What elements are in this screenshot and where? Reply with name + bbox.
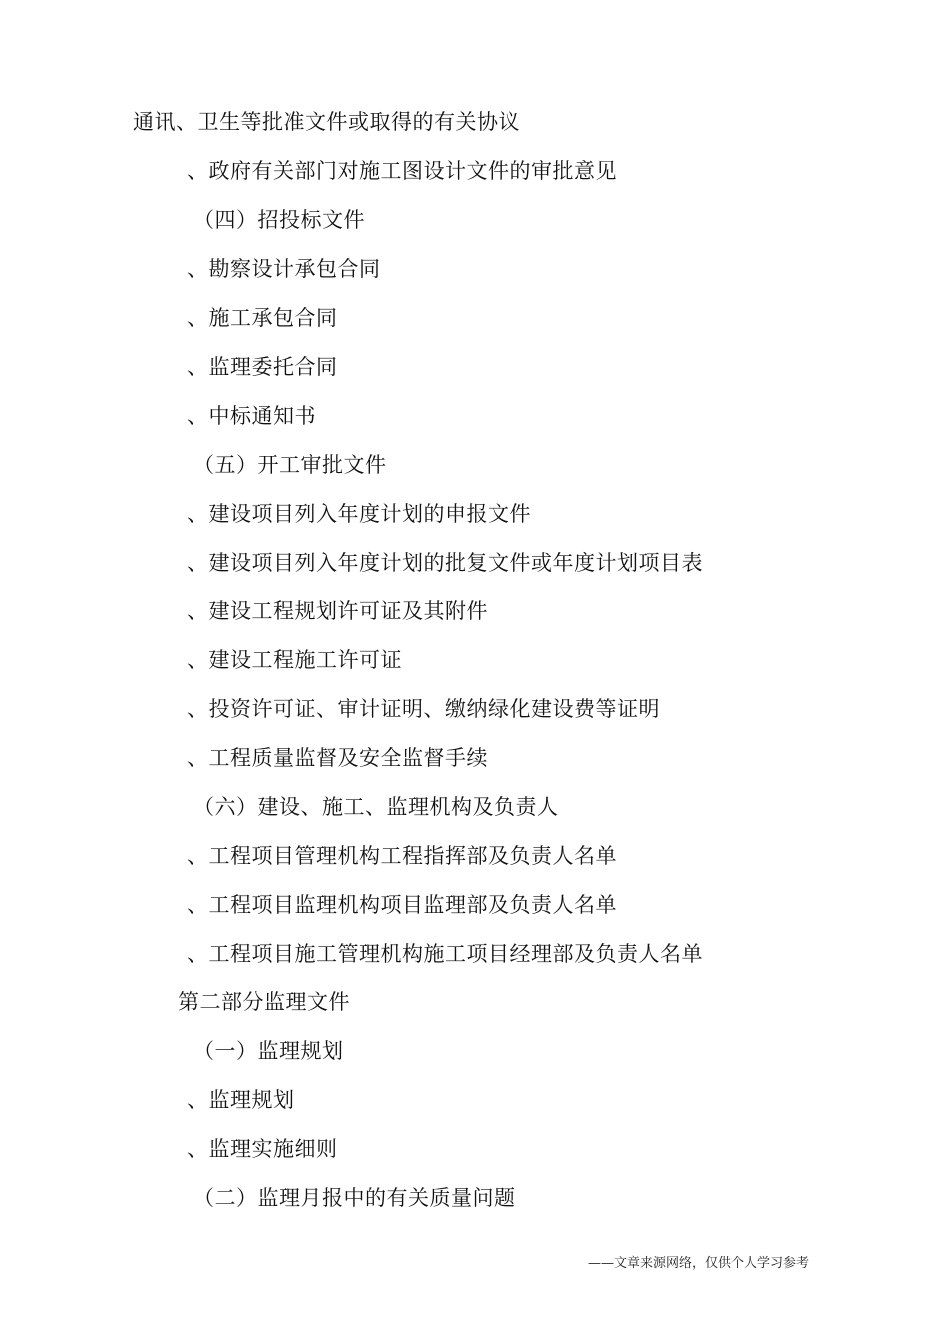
text-line: 、建设工程施工许可证 <box>187 648 402 672</box>
text-line: 、建设项目列入年度计划的批复文件或年度计划项目表 <box>187 551 703 575</box>
text-line: 、工程项目管理机构工程指挥部及负责人名单 <box>187 844 617 868</box>
text-line: 、工程质量监督及安全监督手续 <box>187 746 488 770</box>
text-line: 、监理委托合同 <box>187 355 338 379</box>
text-line: 、监理实施细则 <box>187 1137 338 1161</box>
text-line: 通讯、卫生等批准文件或取得的有关协议 <box>133 110 520 134</box>
text-line: 、建设项目列入年度计划的申报文件 <box>187 502 531 526</box>
text-line: 、建设工程规划许可证及其附件 <box>187 599 488 623</box>
section-heading: （五）开工审批文件 <box>193 453 387 477</box>
text-line: 、勘察设计承包合同 <box>187 257 381 281</box>
text-line: 、中标通知书 <box>187 404 316 428</box>
text-line: 、监理规划 <box>187 1088 295 1112</box>
section-heading: （二）监理月报中的有关质量问题 <box>193 1186 516 1210</box>
section-heading: （六）建设、施工、监理机构及负责人 <box>193 795 559 819</box>
text-line: 、工程项目监理机构项目监理部及负责人名单 <box>187 893 617 917</box>
text-line: 、工程项目施工管理机构施工项目经理部及负责人名单 <box>187 942 703 966</box>
text-line: 、政府有关部门对施工图设计文件的审批意见 <box>187 159 617 183</box>
text-line: 、投资许可证、审计证明、缴纳绿化建设费等证明 <box>187 697 660 721</box>
source-footer: ——文章来源网络，仅供个人学习参考 <box>588 1256 810 1271</box>
section-heading: （一）监理规划 <box>193 1039 344 1063</box>
section-heading: （四）招投标文件 <box>193 208 365 232</box>
part-heading: 第二部分监理文件 <box>178 990 350 1014</box>
text-line: 、施工承包合同 <box>187 306 338 330</box>
